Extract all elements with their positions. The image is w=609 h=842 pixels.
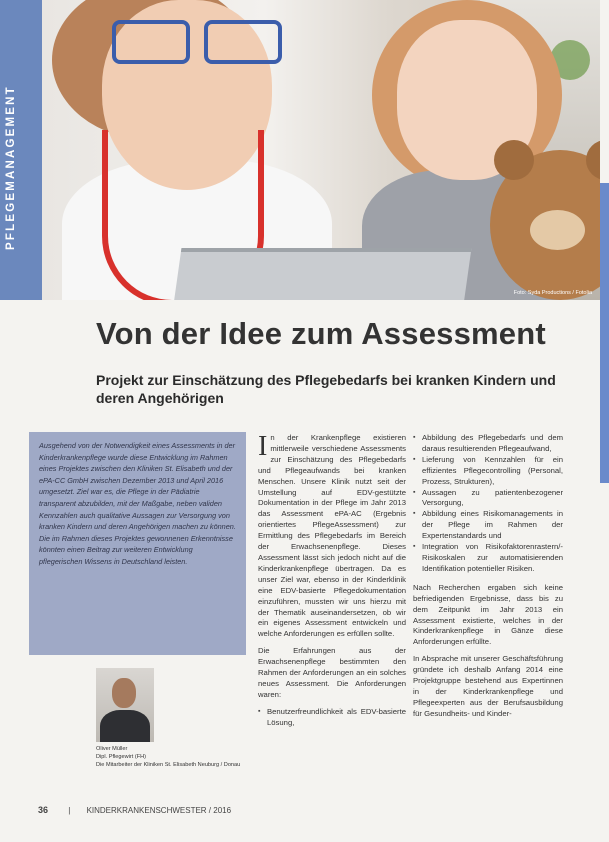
summary-text: Ausgehend von der Notwendigkeit eines Assessments in der Kinderkrankenpflege wurde diese Entwicklung im Rahmen eines Projektes zwischen den Kliniken St. Elisabeth und der ePA-CC GmbH zwischen Dezember 2013 und April 2016 umgesetzt. Ziel war es, die Pflege in der Pädiatrie transparent abzubilden, mit der Maßgabe, neben validen Kennzahlen auch qualitative Aussagen zur Versorgung von kranken Kindern und deren Angehörigen machen zu können. Die im Rahmen dieses Projektes gewonnenen Erkenntnisse könnten einen Beitrag zur weiteren Entwicklung pflegerischen Wissens in Deutschland leisten.	[39, 441, 236, 566]
requirements-intro: Die Erfahrungen aus der Erwachsenenpflege bestimmten den Rahmen der Anforderungen an ein solches neues Assessment. Die Anforderungen waren:	[258, 646, 406, 699]
requirements-list-part-2	[413, 433, 563, 575]
article-title: Von der Idee zum Assessment	[96, 316, 546, 351]
article-subtitle: Projekt zur Einschätzung des Pflegebedarfs bei kranken Kindern und deren Angehörigen	[96, 372, 556, 406]
list-item: ▪ Aussagen zu patientenbezogener Versorgung,	[422, 488, 563, 510]
page-number: 36	[38, 805, 49, 815]
research-paragraph: Nach Recherchen ergaben sich keine befriedigenden Ergebnisse, dass bis zu dem Zeitpunkt im Jahr 2013 ein Assessment existierte, welches in der Kinderkrankenpflege in Gänze diese Anforderungen erfüllte.	[413, 582, 563, 647]
body-column-1	[258, 433, 406, 729]
list-item: ▪ Abbildung des Pflegebedarfs und dem daraus resultierenden Pflegeaufwand,	[422, 433, 563, 455]
section-tab	[0, 0, 42, 300]
author-portrait	[96, 668, 154, 742]
list-item: ▪ Lieferung von Kennzahlen für ein effizientes Pflegecontrolling (Personal, Prozess, Strukturen),	[422, 455, 563, 488]
photo-doctor-glasses	[112, 20, 302, 60]
photo-tablet	[173, 248, 472, 300]
list-item: ▪ Integration von Risikofaktorenrastern/-Risikoskalen zur automatisierenden Identifikation potentieller Risiken.	[422, 542, 563, 575]
author-affiliation: Die Mitarbeiter der Kliniken St. Elisabeth Neuburg / Donau	[96, 761, 241, 768]
hero-photo	[42, 0, 600, 300]
page-footer	[38, 805, 231, 815]
project-paragraph: In Absprache mit unserer Geschäftsführung gründete ich deshalb Anfang 2014 eine Projektgruppe bestehend aus Expertinnen in der Kinderkrankenpflege und Pflegeexperten aus der Berufsausbildung für Gesundheits- und Kinder-	[413, 654, 563, 718]
author-caption	[96, 746, 246, 769]
requirements-list-part-1	[258, 707, 406, 729]
author-role: Dipl. Pflegewirt (FH)	[96, 753, 147, 760]
journal-name: KINDERKRANKENSCHWESTER / 2016	[86, 806, 232, 815]
body-column-2	[413, 433, 563, 726]
summary-box	[29, 432, 246, 655]
drop-cap: I	[258, 431, 268, 462]
page-edge-accent	[600, 183, 609, 483]
author-name: Oliver Müller	[96, 746, 128, 752]
list-item: ▪ Benutzerfreundlichkeit als EDV-basierte Lösung,	[267, 707, 406, 729]
list-item: ▪ Abbildung eines Risikomanagements in der Pflege im Rahmen der Expertenstandards und	[422, 509, 563, 542]
section-label: PFLEGEMANAGEMENT	[5, 85, 17, 250]
photo-credit: Foto: Syda Productions / Fotolia	[513, 290, 592, 296]
footer-sep: |	[68, 806, 71, 815]
intro-paragraph: In der Krankenpflege existieren mittlerweile verschiedene Assessments zur Einschätzung des Pflegebedarfs und Pflegeaufwands bei kranken Menschen. Unsere Klinik nutzt seit der Umstellung auf EDV-gestützte Dokumentation in der Pflege im Jahr 2013 das Assessment ePA-AC (Ergebnis orientiertes PflegeAssessment) zur Ermittlung des Pflegebedarfs im Bereich der Erwachsenenpflege. Dieses Assessment lässt sich jedoch nicht auf die Kinderkrankenpflege übertragen. Da es unser Ziel war, ebenso in der Kinderklinik eine EDV-basierte Pflegedokumentation einzuführen, mussten wir uns hierzu mit der Thematik auseinandersetzen, ob wir ein eigenes Assessment entwickeln und welche Anforderungen es erfüllen sollte.	[258, 431, 406, 639]
